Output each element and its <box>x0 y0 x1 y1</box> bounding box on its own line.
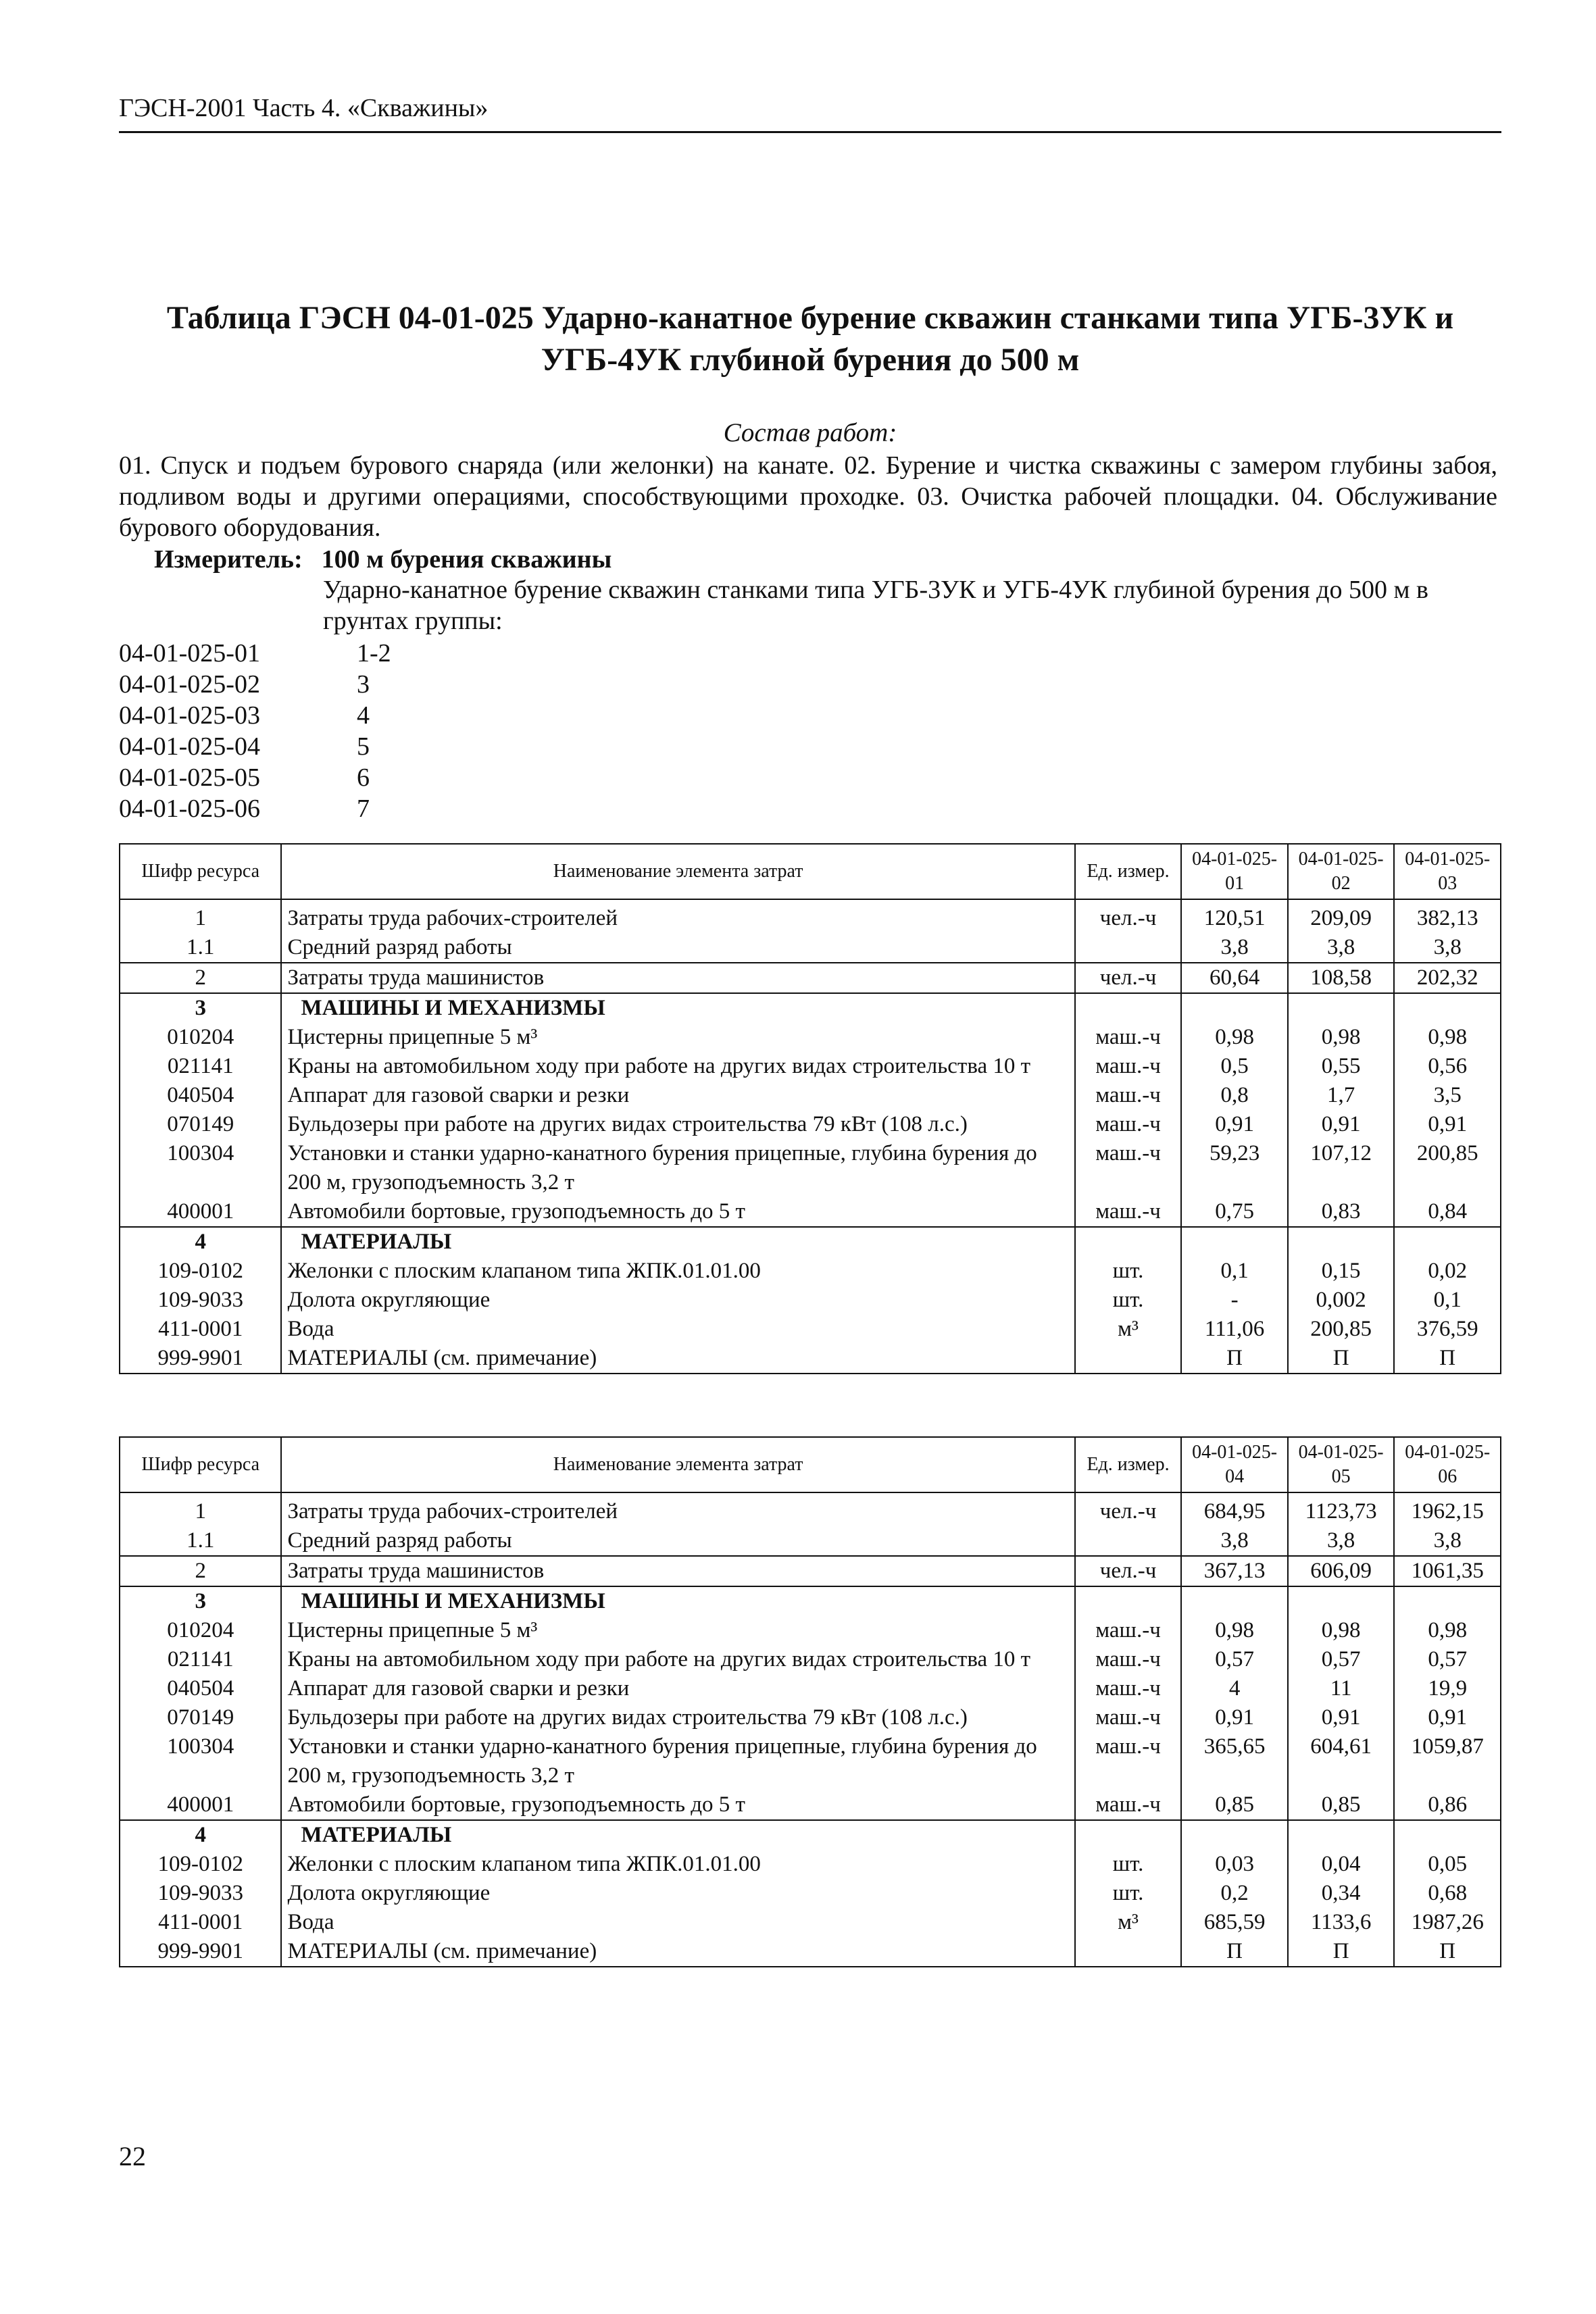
cell-cost-element: Желонки с плоским клапаном типа ЖПК.01.01.00 <box>281 1257 1074 1286</box>
cell-value <box>1288 993 1395 1023</box>
cell-value: 0,55 <box>1288 1052 1395 1081</box>
column-header-variant: 04-01-025-05 <box>1288 1437 1395 1492</box>
cell-value: 0,98 <box>1394 1023 1501 1052</box>
cell-resource-code: 100304 <box>120 1732 281 1790</box>
table-row <box>120 1081 1501 1110</box>
cell-value: 1987,26 <box>1394 1908 1501 1937</box>
cell-cost-element: Средний разряд работы <box>281 1526 1074 1556</box>
cell-value: 0,02 <box>1394 1257 1501 1286</box>
column-header-variant: 04-01-025-01 <box>1181 844 1288 899</box>
cell-cost-element: Аппарат для газовой сварки и резки <box>281 1674 1074 1703</box>
cell-unit <box>1075 1227 1182 1257</box>
table-row <box>120 1492 1501 1526</box>
cell-cost-element: Вода <box>281 1908 1074 1937</box>
column-header-code: Шифр ресурса <box>120 844 281 899</box>
table-row <box>120 1703 1501 1732</box>
cell-resource-code: 4 <box>120 1227 281 1257</box>
cell-cost-element: МАТЕРИАЛЫ <box>281 1227 1074 1257</box>
cell-value: 684,95 <box>1181 1492 1288 1526</box>
cell-cost-element: Автомобили бортовые, грузоподъемность до 5 т <box>281 1790 1074 1820</box>
cell-value: 1123,73 <box>1288 1492 1395 1526</box>
variant-code: 04-01-025-02 <box>119 670 260 699</box>
cell-cost-element: Затраты труда машинистов <box>281 1556 1074 1586</box>
cell-value: П <box>1288 1344 1395 1374</box>
cell-value: П <box>1181 1344 1288 1374</box>
cell-value <box>1394 1820 1501 1850</box>
table-row <box>120 1315 1501 1344</box>
cell-resource-code: 021141 <box>120 1645 281 1674</box>
cell-unit <box>1075 1820 1182 1850</box>
cell-value: 0,8 <box>1181 1081 1288 1110</box>
cell-value: 0,91 <box>1288 1703 1395 1732</box>
cell-value: 382,13 <box>1394 899 1501 933</box>
cell-resource-code: 021141 <box>120 1052 281 1081</box>
cell-cost-element: Автомобили бортовые, грузоподъемность до 5 т <box>281 1197 1074 1227</box>
cell-unit <box>1075 1344 1182 1374</box>
cell-unit <box>1075 1586 1182 1616</box>
cell-value: 202,32 <box>1394 963 1501 993</box>
cell-value: П <box>1288 1937 1395 1967</box>
cell-resource-code: 010204 <box>120 1616 281 1645</box>
table-row <box>120 1937 1501 1967</box>
cell-value: 0,91 <box>1181 1110 1288 1139</box>
cell-value: 1,7 <box>1288 1081 1395 1110</box>
table-row <box>120 1732 1501 1790</box>
cell-value <box>1181 1586 1288 1616</box>
variant-code: 04-01-025-03 <box>119 701 260 730</box>
cell-value: 0,68 <box>1394 1879 1501 1908</box>
cell-value <box>1288 1586 1395 1616</box>
table-row <box>120 1556 1501 1586</box>
cell-value: 685,59 <box>1181 1908 1288 1937</box>
cell-resource-code: 109-9033 <box>120 1879 281 1908</box>
cell-resource-code: 109-0102 <box>120 1257 281 1286</box>
cell-value: 3,8 <box>1181 1526 1288 1556</box>
variant-code: 04-01-025-01 <box>119 639 260 668</box>
table-row <box>120 963 1501 993</box>
variants-list <box>119 638 391 824</box>
cell-value: 0,98 <box>1394 1616 1501 1645</box>
cell-cost-element: Желонки с плоским клапаном типа ЖПК.01.01.00 <box>281 1850 1074 1879</box>
table-row <box>120 1879 1501 1908</box>
work-composition-caption: Состав работ: <box>723 418 897 447</box>
page-number: 22 <box>119 2141 146 2171</box>
cell-value: 0,57 <box>1288 1645 1395 1674</box>
cell-value: 0,91 <box>1181 1703 1288 1732</box>
cell-value <box>1181 993 1288 1023</box>
cell-value: 3,8 <box>1288 933 1395 963</box>
cell-unit: чел.-ч <box>1075 963 1182 993</box>
table-row <box>120 1790 1501 1820</box>
cell-resource-code: 040504 <box>120 1081 281 1110</box>
cell-value: 11 <box>1288 1674 1395 1703</box>
cell-unit: маш.-ч <box>1075 1616 1182 1645</box>
cell-value: 209,09 <box>1288 899 1395 933</box>
cell-value: 59,23 <box>1181 1139 1288 1197</box>
cell-resource-code: 411-0001 <box>120 1315 281 1344</box>
cell-cost-element: МАТЕРИАЛЫ <box>281 1820 1074 1850</box>
cell-unit: м³ <box>1075 1908 1182 1937</box>
table-row <box>120 1674 1501 1703</box>
cell-resource-code: 999-9901 <box>120 1344 281 1374</box>
cell-cost-element: Установки и станки ударно-канатного бурения прицепные, глубина бурения до 200 м, грузоподъемность 3,2 т <box>281 1139 1074 1197</box>
cell-value: 365,65 <box>1181 1732 1288 1790</box>
cell-resource-code: 040504 <box>120 1674 281 1703</box>
cell-cost-element: Цистерны прицепные 5 м³ <box>281 1616 1074 1645</box>
cell-resource-code: 109-9033 <box>120 1286 281 1315</box>
variant-group: 4 <box>357 701 370 730</box>
table-row <box>120 899 1501 933</box>
cell-value: 0,03 <box>1181 1850 1288 1879</box>
cell-cost-element: Долота округляющие <box>281 1286 1074 1315</box>
table-header-row <box>120 1437 1501 1492</box>
cell-value: 0,91 <box>1394 1703 1501 1732</box>
cell-value: 200,85 <box>1394 1139 1501 1197</box>
cell-unit: чел.-ч <box>1075 899 1182 933</box>
cell-resource-code: 070149 <box>120 1703 281 1732</box>
cell-cost-element: Затраты труда рабочих-строителей <box>281 899 1074 933</box>
cell-value <box>1181 1820 1288 1850</box>
cell-resource-code: 1 <box>120 899 281 933</box>
cell-value: 0,04 <box>1288 1850 1395 1879</box>
cell-value: - <box>1181 1286 1288 1315</box>
meter-label: Измеритель: <box>154 545 303 574</box>
cell-unit: шт. <box>1075 1879 1182 1908</box>
cell-unit: шт. <box>1075 1850 1182 1879</box>
cell-value: 0,86 <box>1394 1790 1501 1820</box>
cell-value: 0,98 <box>1288 1616 1395 1645</box>
cell-cost-element: Краны на автомобильном ходу при работе на других видах строительства 10 т <box>281 1052 1074 1081</box>
cell-unit: маш.-ч <box>1075 1110 1182 1139</box>
column-header-variant: 04-01-025-04 <box>1181 1437 1288 1492</box>
cell-cost-element: Затраты труда машинистов <box>281 963 1074 993</box>
cell-value: 3,5 <box>1394 1081 1501 1110</box>
cell-value: 1061,35 <box>1394 1556 1501 1586</box>
cell-cost-element: Вода <box>281 1315 1074 1344</box>
cell-cost-element: Затраты труда рабочих-строителей <box>281 1492 1074 1526</box>
cell-value: 0,05 <box>1394 1850 1501 1879</box>
cell-value: 0,98 <box>1181 1616 1288 1645</box>
table-row <box>120 1052 1501 1081</box>
cell-resource-code: 1 <box>120 1492 281 1526</box>
column-header-code: Шифр ресурса <box>120 1437 281 1492</box>
variant-row <box>119 638 391 669</box>
variant-row <box>119 669 391 700</box>
cell-cost-element: Долота округляющие <box>281 1879 1074 1908</box>
cell-value: 3,8 <box>1394 933 1501 963</box>
cell-value: 0,75 <box>1181 1197 1288 1227</box>
cell-value: 3,8 <box>1288 1526 1395 1556</box>
variant-group: 3 <box>357 670 370 699</box>
cell-cost-element: Цистерны прицепные 5 м³ <box>281 1023 1074 1052</box>
cell-resource-code: 070149 <box>120 1110 281 1139</box>
cell-value: 0,98 <box>1181 1023 1288 1052</box>
variant-code: 04-01-025-06 <box>119 795 260 823</box>
cell-unit: маш.-ч <box>1075 1197 1182 1227</box>
cell-resource-code: 3 <box>120 993 281 1023</box>
cell-value: 1059,87 <box>1394 1732 1501 1790</box>
cell-value: 0,91 <box>1288 1110 1395 1139</box>
column-header-variant: 04-01-025-03 <box>1394 844 1501 899</box>
cell-unit: маш.-ч <box>1075 1139 1182 1197</box>
cell-value: 0,2 <box>1181 1879 1288 1908</box>
cell-resource-code: 1.1 <box>120 933 281 963</box>
column-header-unit: Ед. измер. <box>1075 1437 1182 1492</box>
cell-resource-code: 400001 <box>120 1790 281 1820</box>
cell-unit: шт. <box>1075 1286 1182 1315</box>
variant-group: 7 <box>357 795 370 823</box>
cell-unit: чел.-ч <box>1075 1492 1182 1526</box>
cell-value: 0,84 <box>1394 1197 1501 1227</box>
column-header-name: Наименование элемента затрат <box>281 1437 1074 1492</box>
cell-value: 0,91 <box>1394 1110 1501 1139</box>
cell-unit <box>1075 933 1182 963</box>
cell-value: 0,5 <box>1181 1052 1288 1081</box>
cell-unit <box>1075 1937 1182 1967</box>
table-row <box>120 1526 1501 1556</box>
cell-resource-code: 411-0001 <box>120 1908 281 1937</box>
cell-cost-element: Аппарат для газовой сварки и резки <box>281 1081 1074 1110</box>
running-header: ГЭСН-2001 Часть 4. «Скважины» <box>119 93 1501 133</box>
column-header-name: Наименование элемента затрат <box>281 844 1074 899</box>
cell-cost-element: Бульдозеры при работе на других видах строительства 79 кВт (108 л.с.) <box>281 1703 1074 1732</box>
cell-resource-code: 100304 <box>120 1139 281 1197</box>
cell-value: 200,85 <box>1288 1315 1395 1344</box>
cell-value: 0,34 <box>1288 1879 1395 1908</box>
cell-cost-element: МАШИНЫ И МЕХАНИЗМЫ <box>281 993 1074 1023</box>
cell-unit: маш.-ч <box>1075 1081 1182 1110</box>
table-header-row <box>120 844 1501 899</box>
table-row <box>120 1586 1501 1616</box>
cell-value: 0,002 <box>1288 1286 1395 1315</box>
cell-value: 0,1 <box>1394 1286 1501 1315</box>
table-row <box>120 1286 1501 1315</box>
variant-group: 6 <box>357 763 370 792</box>
cell-value: 3,8 <box>1181 933 1288 963</box>
cell-value: 4 <box>1181 1674 1288 1703</box>
cell-unit: чел.-ч <box>1075 1556 1182 1586</box>
cell-value: 376,59 <box>1394 1315 1501 1344</box>
cell-value: 604,61 <box>1288 1732 1395 1790</box>
cell-value: 108,58 <box>1288 963 1395 993</box>
cell-value: 60,64 <box>1181 963 1288 993</box>
variant-row <box>119 700 391 731</box>
cell-value <box>1181 1227 1288 1257</box>
cell-cost-element: Средний разряд работы <box>281 933 1074 963</box>
column-header-variant: 04-01-025-02 <box>1288 844 1395 899</box>
cell-value: П <box>1181 1937 1288 1967</box>
cell-unit <box>1075 993 1182 1023</box>
cell-cost-element: МАТЕРИАЛЫ (см. примечание) <box>281 1344 1074 1374</box>
cell-resource-code: 109-0102 <box>120 1850 281 1879</box>
cell-value: 107,12 <box>1288 1139 1395 1197</box>
cell-cost-element: Краны на автомобильном ходу при работе на других видах строительства 10 т <box>281 1645 1074 1674</box>
table-row <box>120 1197 1501 1227</box>
cell-cost-element: МАШИНЫ И МЕХАНИЗМЫ <box>281 1586 1074 1616</box>
work-composition-text: 01. Спуск и подъем бурового снаряда (или желонки) на канате. 02. Бурение и чистка скважины с замером глубины забоя, подливом воды и другими операциями, способствующими проходке. 03. Очистка рабочей площадки. 04. Обслуживание бурового оборудования. <box>119 451 1497 542</box>
cell-value: П <box>1394 1937 1501 1967</box>
meter <box>154 545 612 574</box>
variant-row <box>119 793 391 824</box>
cell-unit <box>1075 1526 1182 1556</box>
variant-row <box>119 731 391 762</box>
table-row <box>120 1257 1501 1286</box>
variant-group: 1-2 <box>357 639 391 668</box>
cell-value: 0,57 <box>1394 1645 1501 1674</box>
cell-value: П <box>1394 1344 1501 1374</box>
table-row <box>120 1645 1501 1674</box>
cell-resource-code: 010204 <box>120 1023 281 1052</box>
table-title <box>119 297 1501 381</box>
table-row <box>120 1110 1501 1139</box>
cost-table-1 <box>119 843 1501 1374</box>
table-row <box>120 1908 1501 1937</box>
variants-description: Ударно-канатное бурение скважин станками типа УГБ-3УК и УГБ-4УК глубиной бурения до 500 м в грунтах группы: <box>323 576 1429 635</box>
cell-value: 0,56 <box>1394 1052 1501 1081</box>
cell-value <box>1394 1586 1501 1616</box>
cell-unit: м³ <box>1075 1315 1182 1344</box>
cell-resource-code: 1.1 <box>120 1526 281 1556</box>
cell-value: 19,9 <box>1394 1674 1501 1703</box>
cell-unit: маш.-ч <box>1075 1052 1182 1081</box>
table-row <box>120 1820 1501 1850</box>
cell-value: 3,8 <box>1394 1526 1501 1556</box>
cell-resource-code: 2 <box>120 1556 281 1586</box>
cell-value: 0,1 <box>1181 1257 1288 1286</box>
cell-resource-code: 999-9901 <box>120 1937 281 1967</box>
cell-value <box>1288 1227 1395 1257</box>
cell-unit: маш.-ч <box>1075 1732 1182 1790</box>
table-row <box>120 1850 1501 1879</box>
variant-row <box>119 762 391 793</box>
cell-value: 0,57 <box>1181 1645 1288 1674</box>
table-row <box>120 1139 1501 1197</box>
cell-value: 0,85 <box>1181 1790 1288 1820</box>
cell-value <box>1394 993 1501 1023</box>
variant-code: 04-01-025-04 <box>119 732 260 761</box>
cell-value: 120,51 <box>1181 899 1288 933</box>
cell-value: 0,83 <box>1288 1197 1395 1227</box>
cell-value: 0,98 <box>1288 1023 1395 1052</box>
cell-unit: маш.-ч <box>1075 1790 1182 1820</box>
cell-cost-element: Бульдозеры при работе на других видах строительства 79 кВт (108 л.с.) <box>281 1110 1074 1139</box>
cell-unit: маш.-ч <box>1075 1645 1182 1674</box>
cell-unit: маш.-ч <box>1075 1023 1182 1052</box>
meter-value: 100 м бурения скважины <box>321 545 612 574</box>
cell-resource-code: 3 <box>120 1586 281 1616</box>
cell-value: 0,15 <box>1288 1257 1395 1286</box>
cell-value: 367,13 <box>1181 1556 1288 1586</box>
cell-unit: маш.-ч <box>1075 1674 1182 1703</box>
cell-resource-code: 400001 <box>120 1197 281 1227</box>
table-row <box>120 1344 1501 1374</box>
table-row <box>120 933 1501 963</box>
column-header-variant: 04-01-025-06 <box>1394 1437 1501 1492</box>
cell-value: 0,85 <box>1288 1790 1395 1820</box>
table-row <box>120 1616 1501 1645</box>
variant-group: 5 <box>357 732 370 761</box>
cell-unit: шт. <box>1075 1257 1182 1286</box>
cell-value: 111,06 <box>1181 1315 1288 1344</box>
cost-table-2 <box>119 1436 1501 1967</box>
cell-unit: маш.-ч <box>1075 1703 1182 1732</box>
cell-resource-code: 4 <box>120 1820 281 1850</box>
table-row <box>120 1023 1501 1052</box>
variant-code: 04-01-025-05 <box>119 763 260 792</box>
table-row <box>120 1227 1501 1257</box>
cell-value: 1133,6 <box>1288 1908 1395 1937</box>
cell-resource-code: 2 <box>120 963 281 993</box>
table-row <box>120 993 1501 1023</box>
cell-cost-element: МАТЕРИАЛЫ (см. примечание) <box>281 1937 1074 1967</box>
column-header-unit: Ед. измер. <box>1075 844 1182 899</box>
cell-value <box>1288 1820 1395 1850</box>
table-title-line-1: Таблица ГЭСН 04-01-025 Ударно-канатное бурение скважин станками типа УГБ-3УК и <box>166 300 1454 336</box>
cell-value <box>1394 1227 1501 1257</box>
table-title-line-2: УГБ-4УК глубиной бурения до 500 м <box>541 342 1080 378</box>
cell-value: 606,09 <box>1288 1556 1395 1586</box>
cell-value: 1962,15 <box>1394 1492 1501 1526</box>
cell-cost-element: Установки и станки ударно-канатного бурения прицепные, глубина бурения до 200 м, грузоподъемность 3,2 т <box>281 1732 1074 1790</box>
